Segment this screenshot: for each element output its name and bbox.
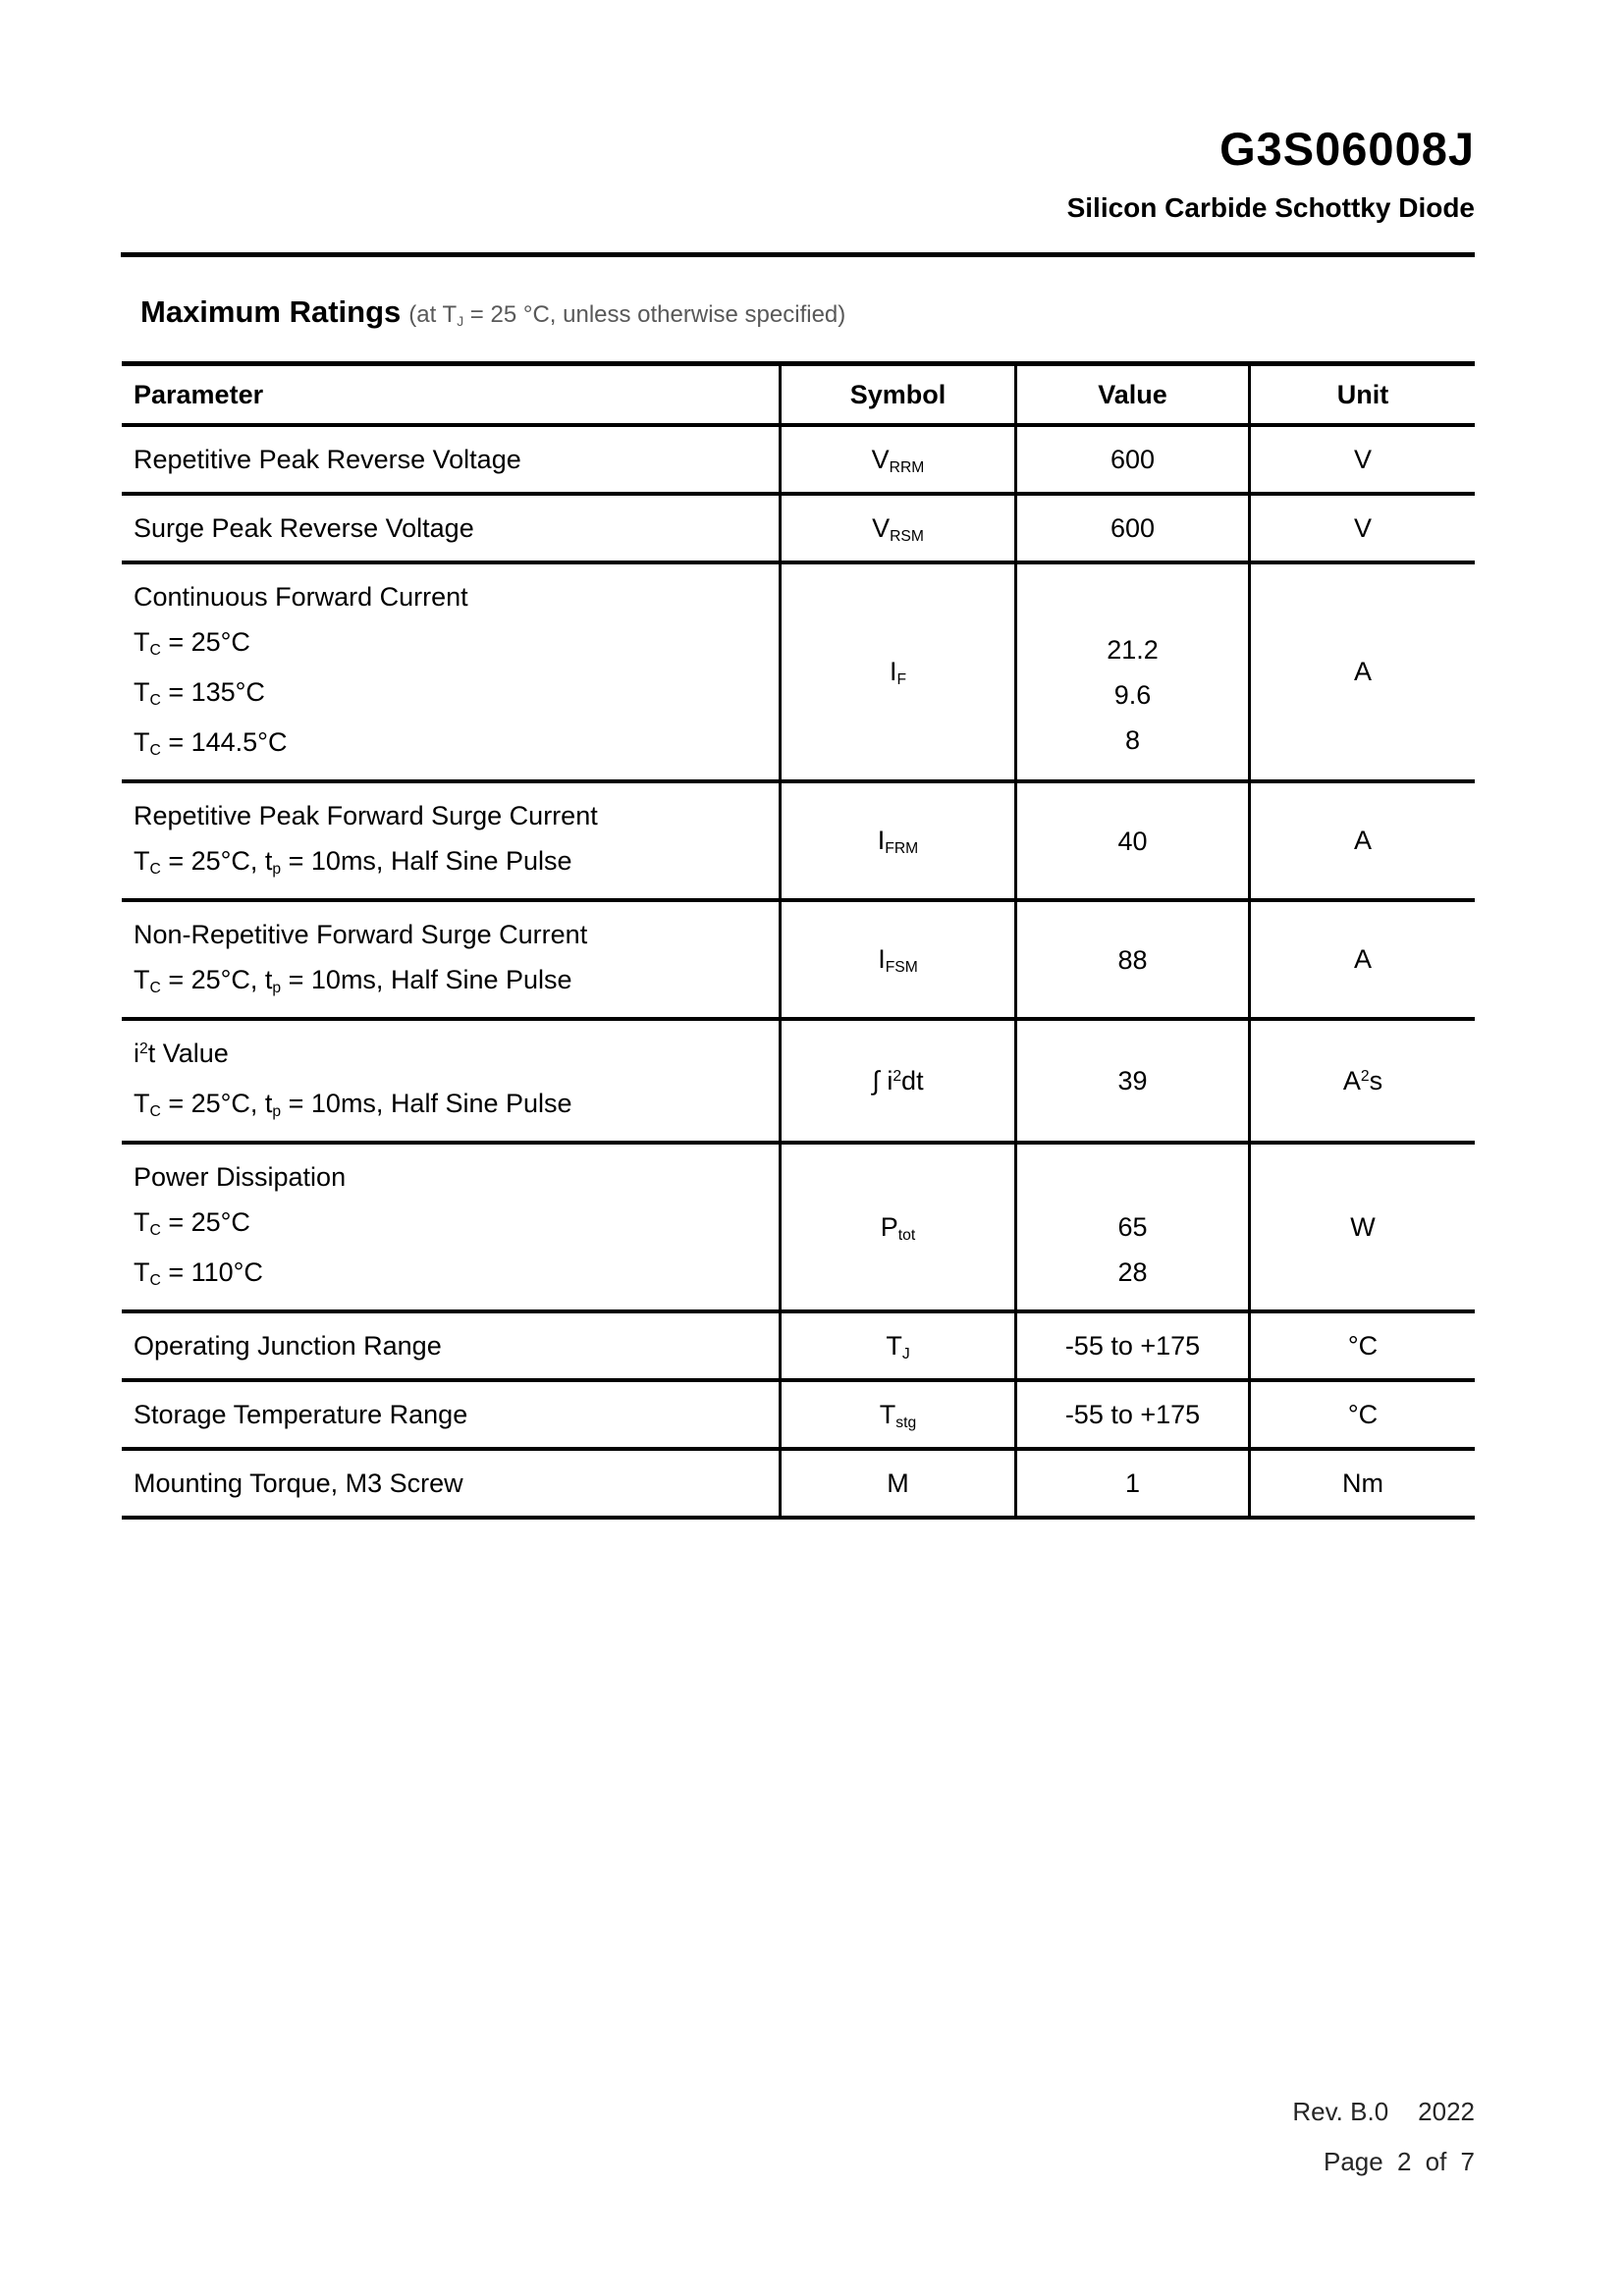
column-header-unit: Unit (1248, 366, 1475, 423)
parameter-cell: Mounting Torque, M3 Screw (134, 1468, 463, 1498)
unit-cell: $A^2s$ (1248, 1021, 1475, 1141)
parameter-cell: Repetitive Peak Reverse Voltage (134, 445, 521, 474)
parameter-cell: Power Dissipation $T_C = 25^\circ C$ $T_C = 110^\circ C$ (134, 1162, 347, 1290)
column-header-symbol: Symbol (779, 366, 1014, 423)
column-header-value: Value (1014, 366, 1248, 423)
symbol-cell: ∫ $i^2dt$ (779, 1021, 1014, 1141)
parameter-cell: Repetitive Peak Forward Surge Current $T_C = 25^\circ C$, $t_p = 10ms$, Half Sine Pulse (134, 801, 598, 879)
revision-line (1292, 2097, 1475, 2127)
parameter-cell: Continuous Forward Current $T_C = 25^\circ C$ $T_C = 135^\circ C$ $T_C = 144.5^\circ C$ (134, 582, 468, 760)
symbol-cell: $T_{stg}$ (779, 1382, 1014, 1447)
unit-cell: V (1248, 496, 1475, 561)
value-cell: 1 (1014, 1451, 1248, 1516)
parameter-cell: Surge Peak Reverse Voltage (134, 513, 474, 543)
maximum-ratings-table (122, 361, 1475, 1520)
table-row (122, 427, 1475, 496)
unit-cell: W (1248, 1145, 1475, 1309)
revision-label: Rev. B.0 (1292, 2097, 1389, 2126)
parameter-cell: Storage Temperature Range (134, 1400, 468, 1429)
unit-cell: A (1248, 902, 1475, 1017)
value-cell: -55 to +175 (1014, 1382, 1248, 1447)
symbol-cell: $P_{tot}$ (779, 1145, 1014, 1309)
symbol-cell: $V_{RSM}$ (779, 496, 1014, 561)
table-row (122, 1145, 1475, 1313)
unit-cell: V (1248, 427, 1475, 492)
value-cell: 40 (1014, 783, 1248, 898)
section-note: (at $T_J = 25$ °C, unless otherwise specified) (408, 301, 846, 329)
value-cell: 65 28 (1014, 1145, 1248, 1309)
table-row (122, 1382, 1475, 1451)
value-cell: 39 (1014, 1021, 1248, 1141)
table-row (122, 496, 1475, 564)
table-row (122, 783, 1475, 902)
value-cell: 600 (1014, 496, 1248, 561)
symbol-cell: $I_{FSM}$ (779, 902, 1014, 1017)
page-footer (1292, 2097, 1475, 2177)
table-row (122, 1021, 1475, 1145)
symbol-cell: $T_J$ (779, 1313, 1014, 1378)
section-heading (140, 294, 845, 330)
section-title: Maximum Ratings (140, 294, 402, 329)
symbol-cell: $I_{FRM}$ (779, 783, 1014, 898)
unit-cell: A (1248, 564, 1475, 779)
unit-cell: A (1248, 783, 1475, 898)
revision-year: 2022 (1418, 2097, 1475, 2126)
table-header-row (122, 366, 1475, 427)
unit-cell: Nm (1248, 1451, 1475, 1516)
table-row (122, 564, 1475, 783)
part-number-title: G3S06008J (1219, 123, 1475, 175)
value-cell: 600 (1014, 427, 1248, 492)
column-header-parameter: Parameter (134, 379, 264, 409)
value-cell: 21.2 9.6 8 (1014, 564, 1248, 779)
table-row (122, 1313, 1475, 1382)
symbol-cell: M (779, 1451, 1014, 1516)
unit-cell: °C (1248, 1313, 1475, 1378)
parameter-cell: Operating Junction Range (134, 1331, 442, 1361)
parameter-cell: $i^2t$ Value $T_C = 25^\circ C$, $t_p = 10ms$, Half Sine Pulse (134, 1039, 572, 1121)
symbol-cell: $V_{RRM}$ (779, 427, 1014, 492)
header-divider (121, 252, 1475, 257)
table-body (122, 427, 1475, 1520)
page-number-line: Page 2 of 7 (1324, 2147, 1475, 2176)
document-header (1067, 124, 1475, 224)
value-cell: 88 (1014, 902, 1248, 1017)
table-row (122, 1451, 1475, 1520)
unit-cell: °C (1248, 1382, 1475, 1447)
document-subtitle: Silicon Carbide Schottky Diode (1066, 191, 1475, 223)
table-row (122, 902, 1475, 1021)
value-cell: -55 to +175 (1014, 1313, 1248, 1378)
symbol-cell: $I_F$ (779, 564, 1014, 779)
parameter-cell: Non-Repetitive Forward Surge Current $T_C = 25^\circ C$, $t_p = 10ms$, Half Sine Pulse (134, 920, 588, 997)
